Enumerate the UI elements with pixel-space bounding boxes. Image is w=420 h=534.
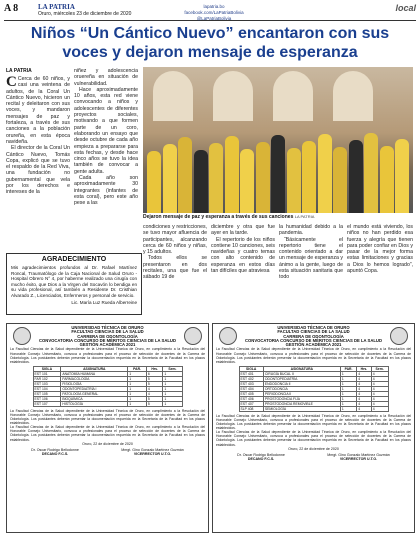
article-column-6 — [347, 224, 413, 274]
table-cell: 1 — [128, 391, 147, 396]
table-cell: EST 403 — [239, 381, 263, 386]
table-cell: 4 — [357, 371, 372, 376]
page-header — [4, 2, 416, 21]
table-cell: EST 107 — [33, 401, 61, 406]
table-cell: 1 — [163, 376, 182, 381]
table-cell: EST 401 — [239, 371, 263, 376]
choir-member — [256, 142, 270, 213]
notice-call: CONVOCATORIA CONCURSO DE MÉRITOS CIENCIAS DE LA SALUD — [39, 337, 176, 343]
table-cell: 1 — [128, 371, 147, 376]
choir-member — [225, 136, 239, 213]
table-cell: 5 — [146, 376, 162, 381]
table-cell: 1 — [340, 386, 356, 391]
notice-signatures: Dr. Oscar Rodrigo Bellodonne DECANO F.C.S. Mmgt. Gino Gonzalo Martínez Guzmán VICERRECTOR U.T.O. — [237, 452, 390, 462]
notice-university: UNIVERSIDAD TÉCNICA DE ORURO — [277, 325, 350, 330]
table-cell: 4 — [357, 381, 372, 386]
photo-arch — [273, 71, 313, 121]
table-cell: 1 — [340, 376, 356, 381]
table-cell: PERIODONCIA II — [263, 391, 340, 396]
table-header-cell: Hrs. — [357, 366, 372, 371]
table-header-cell: ASIGNATURA — [61, 366, 128, 371]
notice-semester: GESTIÓN ACADÉMICA 2021 — [285, 342, 342, 348]
university-seal — [13, 327, 31, 345]
university-notice-right — [212, 323, 415, 533]
photo-arch — [213, 71, 253, 121]
table-cell: 6 — [146, 371, 162, 376]
table-cell: ORTODONCIA — [263, 386, 340, 391]
table-cell: 1 — [340, 371, 356, 376]
choir-member — [240, 149, 254, 213]
table-cell: EST 103 — [33, 381, 61, 386]
table-header-cell: ASIGNATURA — [263, 366, 340, 371]
table-cell: 5 — [146, 401, 162, 406]
dropcap: C — [6, 74, 17, 90]
table-cell: EST 101 — [33, 371, 61, 376]
choir-member — [318, 134, 332, 213]
table-cell: SEMIOLOGÍA — [263, 406, 340, 411]
table-cell: 1 — [340, 406, 356, 411]
table-cell: EST 105 — [33, 391, 61, 396]
table-cell: CIRUGÍA BUCAL II — [263, 371, 340, 376]
table-cell: 1 — [340, 391, 356, 396]
table-cell: HISTOLOGÍA — [61, 401, 128, 406]
photo-arch — [333, 71, 373, 121]
table-cell: 4 — [357, 391, 372, 396]
faculty-seal — [390, 327, 408, 345]
table-header-cell: SIGLA — [33, 366, 61, 371]
table-cell: 4 — [357, 406, 372, 411]
table-cell: 4 — [371, 401, 388, 406]
article-kicker: LA PATRIA — [6, 68, 32, 74]
article-paragraph: la humanidad debido a la pandemia. — [279, 224, 343, 237]
table-header-cell: SIGLA — [239, 366, 263, 371]
choir-photo — [143, 67, 413, 213]
table-header-cell: PAR. — [128, 366, 147, 371]
table-header-cell: Hrs. — [146, 366, 162, 371]
notice-university: UNIVERSIDAD TÉCNICA DE ORURO — [71, 325, 144, 330]
table-cell: 4 — [146, 391, 162, 396]
table-cell: 1 — [163, 386, 182, 391]
table-cell: PROSTODONCIA FIJA — [263, 396, 340, 401]
notice-text: La Facultad Ciencias de la Salud dependiente de la Universidad Técnica de Oruro, en cumplimiento a la Resolución del Honorable Consejo Universitario, convoca a profesionales para el proceso de selección de docentes de la Carrera de Odontología. Los postulantes deberán presentar la documentación requerida en la Secretaría de la Facultad en los plazos establecidos. — [10, 408, 205, 426]
table-cell: 1 — [163, 401, 182, 406]
table-cell: 1 — [128, 396, 147, 401]
article-paragraph: “Básicamente el repertorio tiene el contenido orientado a dar un mensaje de esperanza y ánimo a la gente, luego de esta situación sanitaria que todo — [279, 236, 343, 281]
notice-date: Oruro, 22 de diciembre de 2020 — [82, 441, 133, 446]
table-cell: EST 104 — [33, 386, 61, 391]
table-cell: 1 — [128, 386, 147, 391]
table-cell: 4 — [371, 396, 388, 401]
subjects-table — [239, 366, 389, 412]
notice-text: La Facultad Ciencias de la Salud dependiente de la Universidad Técnica de Oruro, en cumplimiento a la Resolución del Honorable Consejo Universitario, convoca a profesionales para el proceso de selección de docentes de la Carrera de Odontología. Los postulantes deberán presentar la documentación requerida en la Secretaría de la Facultad en los plazos establecidos. — [10, 347, 205, 364]
table-cell: 4 — [357, 396, 372, 401]
article-paragraph: Cada año son aproximadamente 30 integrantes (infantes de esta coral), pero este año pese a las — [74, 175, 138, 207]
table-cell: EST 106 — [33, 396, 61, 401]
table-cell: 1 — [128, 376, 147, 381]
table-cell: 4 — [371, 386, 388, 391]
table-cell: 1 — [340, 396, 356, 401]
notice-signatures: Dr. Oscar Rodrigo Bellodonne DECANO F.C.S. Mmgt. Gino Gonzalo Martínez Guzmán VICERRECTOR U.T.O. — [31, 447, 184, 457]
table-cell: 4 — [371, 406, 388, 411]
article-paragraph: niñez y adolescencia oruereña en situación de vulnerabilidad. — [74, 68, 138, 87]
notice-text: La Facultad Ciencias de la Salud dependiente de la Universidad Técnica de Oruro, en cumplimiento a la Resolución del Honorable Consejo Universitario, convoca a profesionales para el proceso de selección de docentes de la Carrera de Odontología. Los postulantes deberán presentar la documentación requerida en la Secretaría de la Facultad en los plazos establecidos. — [216, 347, 411, 364]
notice-call: CONVOCATORIA CONCURSO DE MÉRITOS CIENCIAS DE LA SALUD — [245, 337, 382, 343]
notice-semester: GESTIÓN ACADÉMICA 2021 — [79, 342, 136, 348]
choir-member — [178, 137, 192, 213]
table-cell: EST 405 — [239, 391, 263, 396]
article-paragraph: Todos ellos se presentaron en dos recitales, una que fue el sábado 19 de — [143, 255, 207, 281]
table-cell: ODONTOPEDIATRÍA I — [61, 386, 128, 391]
table-cell: 4 — [357, 401, 372, 406]
notice-career: CARRERA DE ODONTOLOGÍA — [283, 333, 344, 339]
table-cell: BIOQUÍMICA — [61, 396, 128, 401]
notice-text: La Facultad Ciencias de la Salud dependiente de la Universidad Técnica de Oruro, en cumplimiento a la Resolución del Honorable Consejo Universitario, convoca a profesionales para el proceso de selección de docentes de la Carrera de Odontología. Los postulantes deberán presentar la documentación requerida en la Secretaría de la Facultad en los plazos establecidos. — [216, 430, 411, 447]
section-label: local — [395, 3, 416, 13]
table-cell: 1 — [340, 381, 356, 386]
article-paragraph: C Cerca de 60 niños, y casi una veintena de adultos, de la Coral Un Cántico Nuevo, hicieron un recital y deleitaron con sus voces, y mandaron mensajes de paz y fortaleza, a través de sus canciones a la población orureña, en esta época navideña. — [6, 74, 70, 145]
faculty-seal — [184, 327, 202, 345]
table-cell: EST 402 — [239, 376, 263, 381]
article-headline: Niños “Un Cántico Nuevo” encantaron con sus voces y dejaron mensaje de esperanza — [30, 25, 390, 61]
choir-member — [271, 135, 285, 213]
notice-date: Oruro, 22 de diciembre de 2020 — [288, 446, 339, 451]
choir-member — [163, 144, 177, 213]
agradecimiento-signature: Lic. María Luz Rueda Alberreine — [71, 300, 137, 305]
table-header-cell: Sem. — [371, 366, 388, 371]
table-cell: 4 — [357, 376, 372, 381]
table-header-cell: PAR. — [340, 366, 356, 371]
table-cell: 1 — [340, 401, 356, 406]
table-cell: EST 406 — [239, 396, 263, 401]
table-cell: ANATOMÍA HUMANA — [61, 371, 128, 376]
table-cell: FISIOLOGÍA — [61, 381, 128, 386]
table-cell: FARMACOLOGÍA — [61, 376, 128, 381]
article-paragraph: el mundo está viviendo, los niños no han perdido esa fuerza y alegría que tienen para poder confiar en Dios y pasar de la mejor forma estas limitaciones y gracias a Dios lo hemos logrado”, apuntó Copa. — [347, 224, 413, 275]
table-cell: 1 — [128, 381, 147, 386]
article-paragraph: El director de la Coral Un Cántico Nuevo, Tomás Copa, explicó que se tuvo el respaldo de la Red Viva, una fundación no gubernamental que vela por los derechos e intereses de la — [6, 145, 70, 196]
choir-member — [333, 147, 347, 213]
table-cell: 5 — [146, 396, 162, 401]
table-row — [33, 401, 182, 406]
table-row — [239, 406, 388, 411]
choir-member — [395, 139, 409, 213]
table-cell: 4 — [371, 391, 388, 396]
table-cell: 4 — [357, 386, 372, 391]
agradecimiento-body: Mis agradecimientos profundos al Dr. Rafael Martínez Roncal, Traumatólogo de la Caja Nacional de Salud Oruro - Hospital Obrero N° 4, por haberme realizado una cirugía con mucho éxito, que Dios a la Virgen del Socavón lo bendiga en su vida profesional, así también a Residente Dr. Cristhian Alvarado Z., Licenciados, Enfermeros y personal de servicio. — [11, 265, 137, 298]
page-number: A 8 — [4, 3, 19, 14]
table-cell: 1 — [128, 401, 147, 406]
table-cell: ENDODONCIA II — [263, 381, 340, 386]
table-cell: EST 404 — [239, 386, 263, 391]
article-column-5 — [279, 224, 343, 281]
notice-faculty: FACULTAD CIENCIAS DE LA SALUD — [277, 329, 350, 335]
choir-member — [287, 148, 301, 213]
choir-member — [364, 133, 378, 213]
choir-member — [194, 150, 208, 213]
article-paragraph: diciembre y otra que fue ayer en la tarde. — [211, 224, 275, 237]
notice-text: La Facultad Ciencias de la Salud dependiente de la Universidad Técnica de Oruro, en cumplimiento a la Resolución del Honorable Consejo Universitario, convoca a profesionales para el proceso de selección de docentes de la Carrera de Odontología. Los postulantes deberán presentar la documentación requerida en la Secretaría de la Facultad en los plazos establecidos. — [10, 425, 205, 442]
table-cell: 1 — [163, 381, 182, 386]
table-cell: 4 — [371, 376, 388, 381]
choir-member — [380, 146, 394, 213]
table-cell: 4 — [371, 381, 388, 386]
choir-member — [349, 140, 363, 213]
table-cell: FAR 102 — [33, 376, 61, 381]
table-cell: 4 — [371, 371, 388, 376]
table-cell: 1 — [163, 371, 182, 376]
article-column-1 — [6, 76, 70, 196]
article-column-4 — [211, 224, 275, 274]
university-notice-left — [6, 323, 209, 533]
notice-text: La Facultad Ciencias de la Salud dependiente de la Universidad Técnica de Oruro, en cumplimiento a la Resolución del Honorable Consejo Universitario, convoca a profesionales para el proceso de selección de docentes de la Carrera de Odontología. Los postulantes deberán presentar la documentación requerida en la Secretaría de la Facultad en los plazos establecidos. — [216, 413, 411, 431]
photo-caption: Dejaron mensaje de paz y esperanza a través de sus canciones LA PATRIA — [143, 214, 315, 220]
agradecimiento-box — [6, 253, 142, 315]
notice-career: CARRERA DE ODONTOLOGÍA — [77, 333, 138, 339]
article-paragraph: Hace aproximadamente 10 años, esta red viene convocando a niños y adolescentes de diferentes proyectos sociales, motivando a que formen parte de un coro, elaborando un ensayo que desde octubre de cada año empieza a prepararse para esta fechas, y desde hace cinco años se tuvo la idea también de convocar a gente adulta. — [74, 86, 138, 175]
issue-date: Oruro, miércoles 23 de diciembre de 2020 — [38, 11, 132, 17]
photo-arch — [153, 71, 193, 121]
table-cell: 5 — [146, 381, 162, 386]
table-header-cell: Sem. — [163, 366, 182, 371]
table-cell: 1 — [163, 396, 182, 401]
table-cell: 4 — [146, 386, 162, 391]
choir-member — [147, 151, 161, 213]
article-paragraph: El repertorio de los niños contiene 10 canciones, seis navideñas y cuatro temas con alto contenido de esperanza en estos días tan difíciles que atraviesa — [211, 236, 275, 275]
choir-member — [302, 141, 316, 213]
notice-faculty: FACULTAD CIENCIAS DE LA SALUD — [71, 329, 144, 335]
table-cell: PROSTODONCIA REMOVIBLE — [263, 401, 340, 406]
masthead: LA PATRIA — [38, 3, 75, 11]
table-cell: 1 — [163, 391, 182, 396]
university-seal — [219, 327, 237, 345]
agradecimiento-title: AGRADECIMIENTO — [41, 256, 107, 263]
social-links: lapatria.bo facebook.com/LaPatriaBolivia @LaPatriaBolivia — [184, 4, 244, 21]
table-cell: EST 407 — [239, 401, 263, 406]
table-cell: ODONTOPEDIATRÍA — [263, 376, 340, 381]
article-column-3 — [143, 224, 207, 281]
subjects-table — [33, 366, 183, 407]
article-column-2 — [74, 68, 138, 207]
article-paragraph: condiciones y restricciones, se tuvo mayor afluencia de participantes, alcanzando cerca de 60 niños y niñas, y 15 adultos. — [143, 224, 207, 256]
choir-member — [209, 143, 223, 213]
table-cell: SLP 408 — [239, 406, 263, 411]
table-cell: PATOLOGÍA GENERAL — [61, 391, 128, 396]
